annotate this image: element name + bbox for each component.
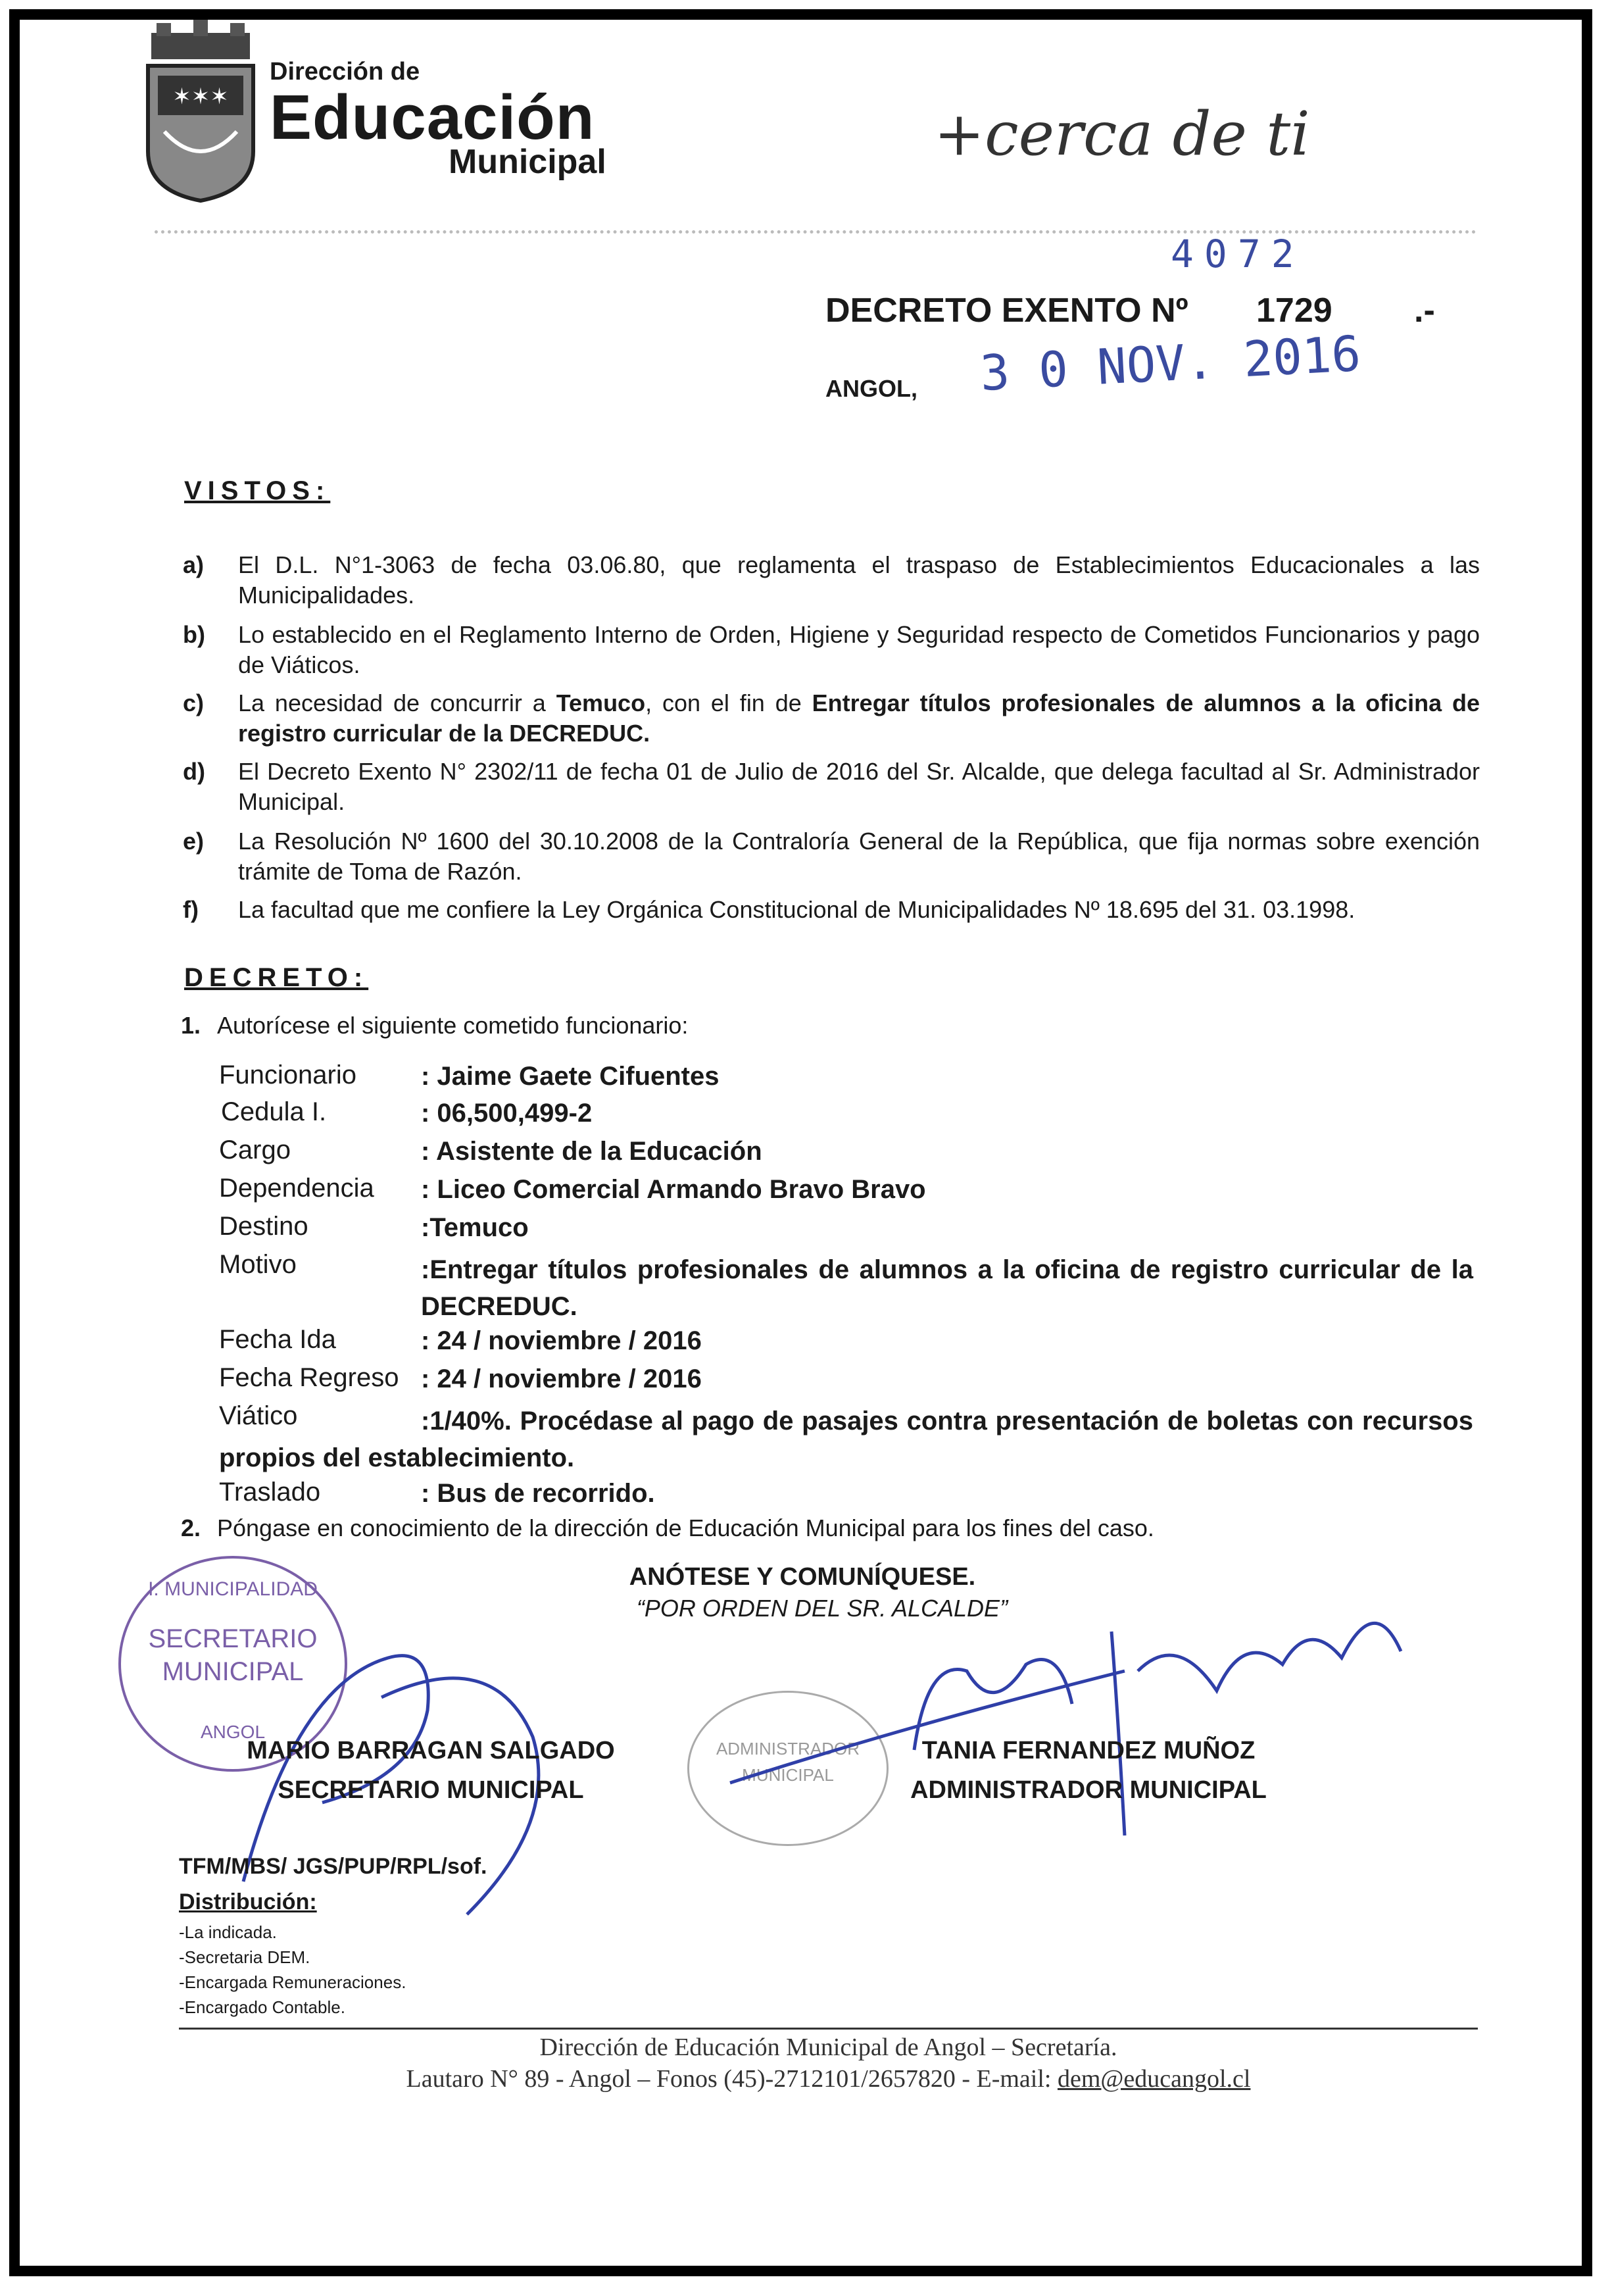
registration-stamp: 4072 [1171,232,1305,276]
vistos-text: El Decreto Exento N° 2302/11 de fecha 01 de Julio de 2016 del Sr. Alcalde, que delega facultad al Sr. Administrador Municipal. [238,758,1480,815]
field-label-motivo: Motivo [219,1250,297,1279]
distribution-item: -Encargado Contable. [179,1997,345,2017]
field-value-cedula: : 06,500,499-2 [421,1099,593,1128]
decreto-item-number: 1. [181,1012,201,1039]
footer-divider [179,2028,1478,2030]
left-signatory-title: SECRETARIO MUNICIPAL [278,1776,584,1804]
vistos-item [178,620,1480,680]
field-label-dependencia: Dependencia [219,1174,374,1203]
field-label-fecha-regreso: Fecha Regreso [219,1363,399,1392]
decree-place: ANGOL, [825,375,917,402]
field-value-fecha-regreso: : 24 / noviembre / 2016 [421,1364,702,1393]
closing-line2: “POR ORDEN DEL SR. ALCALDE” [636,1595,1008,1622]
decreto-item-number: 2. [181,1514,201,1541]
decreto-heading: DECRETO: [184,963,369,992]
vistos-text: El D.L. N°1-3063 de fecha 03.06.80, que reglamenta el traspaso de Establecimientos Educacionales a las Municipalidades. [238,551,1480,609]
decree-suffix: .- [1414,291,1435,330]
distribution-item: -Encargada Remuneraciones. [179,1972,406,1992]
stamp-line2: MUNICIPAL [742,1765,834,1785]
vistos-item [178,550,1480,611]
vistos-text: La facultad que me confiere la Ley Orgánica Constitucional de Municipalidades Nº 18.695 del 31. 03.1998. [238,896,1356,923]
vistos-item [178,826,1480,887]
distribution-item: -La indicada. [179,1922,277,1942]
initials: TFM/MBS/ JGS/PUP/RPL/sof. [179,1854,487,1879]
footer-line1: Dirección de Educación Municipal de Angol – Secretaría. [539,2034,1117,2061]
vistos-text: La Resolución Nº 1600 del 30.10.2008 de la Contraloría General de la República, que fija normas sobre exención trámite de Toma de Razón. [238,828,1480,885]
field-value-traslado: : Bus de recorrido. [421,1479,655,1508]
stamp-line1: SECRETARIO [148,1624,318,1653]
field-label-traslado: Traslado [219,1478,321,1507]
field-label-destino: Destino [219,1212,308,1241]
closing-line1: ANÓTESE Y COMUNÍQUESE. [629,1563,976,1591]
vistos-heading: VISTOS: [184,476,331,505]
vistos-letter: c) [183,689,205,716]
stamp-arc-text: I. MUNICIPALIDAD [148,1578,318,1600]
footer-line2: Lautaro N° 89 - Angol – Fonos (45)-2712101/2657820 - E-mail: dem@educangol.cl [406,2065,1251,2093]
vistos-letter: e) [183,828,205,855]
svg-text:✶✶✶: ✶✶✶ [172,84,229,110]
field-value-fecha-ida: : 24 / noviembre / 2016 [421,1326,702,1355]
stamp-bottom: ANGOL [200,1722,266,1742]
decreto-item-text: Autorícese el siguiente cometido funcionario: [217,1012,689,1039]
field-value-dependencia: : Liceo Comercial Armando Bravo Bravo [421,1175,926,1204]
field-label-funcionario: Funcionario [219,1061,357,1089]
field-value-cargo: : Asistente de la Educación [421,1137,762,1166]
left-signatory-name: MARIO BARRAGAN SALGADO [247,1737,615,1764]
vistos-text: La necesidad de concurrir a Temuco, con el fin de Entregar títulos profesionales de alumnos a la oficina de registro curricular de la DECREDUC. [238,689,1480,747]
field-value-destino: :Temuco [421,1213,529,1242]
vistos-item [178,757,1480,817]
field-label-cargo: Cargo [219,1136,291,1164]
vistos-item [178,688,1480,749]
date-stamp: 3 0 NOV. 2016 [979,325,1363,403]
decree-label: DECRETO EXENTO Nº [825,291,1188,330]
vistos-text: Lo establecido en el Reglamento Interno de Orden, Higiene y Seguridad respecto de Cometidos Funcionarios y pago de Viáticos. [238,621,1480,678]
decreto-item-text: Póngase en conocimiento de la dirección de Educación Municipal para los fines del caso. [217,1514,1154,1541]
vistos-letter: a) [183,551,205,578]
stamp-line1: ADMINISTRADOR [716,1739,860,1759]
field-value-funcionario: : Jaime Gaete Cifuentes [421,1062,720,1091]
vistos-letter: d) [183,758,205,785]
vistos-letter: b) [183,621,205,648]
field-label-viatico: Viático [219,1401,298,1430]
vistos-letter: f) [183,896,199,923]
distribution-heading: Distribución: [179,1889,317,1914]
field-value-viatico: :1/40%. Procédase al pago de pasajes contra presentación de boletas con recursos propios del establecimiento. [219,1407,1473,1472]
right-signatory-name: TANIA FERNANDEZ MUÑOZ [921,1737,1256,1764]
org-name-line2: Educación [270,82,595,153]
vistos-item [178,895,1480,925]
field-label-cedula: Cedula I. [221,1097,327,1126]
coat-of-arms-logo [138,20,263,204]
org-name-line1: Dirección de [270,58,420,86]
org-name-line3: Municipal [449,143,606,181]
footer-email-link[interactable]: dem@educangol.cl [1057,2065,1251,2093]
stamp-line2: MUNICIPAL [162,1657,304,1686]
right-signatory-title: ADMINISTRADOR MUNICIPAL [910,1776,1267,1804]
decree-number: 1729 [1256,291,1332,330]
slogan: +cerca de ti [934,99,1310,169]
distribution-item: -Secretaria DEM. [179,1947,310,1967]
field-label-fecha-ida: Fecha Ida [219,1325,336,1354]
field-value-motivo: :Entregar títulos profesionales de alumnos a la oficina de registro curricular de la DECREDUC. [421,1255,1473,1321]
signature-left [217,1605,638,1934]
